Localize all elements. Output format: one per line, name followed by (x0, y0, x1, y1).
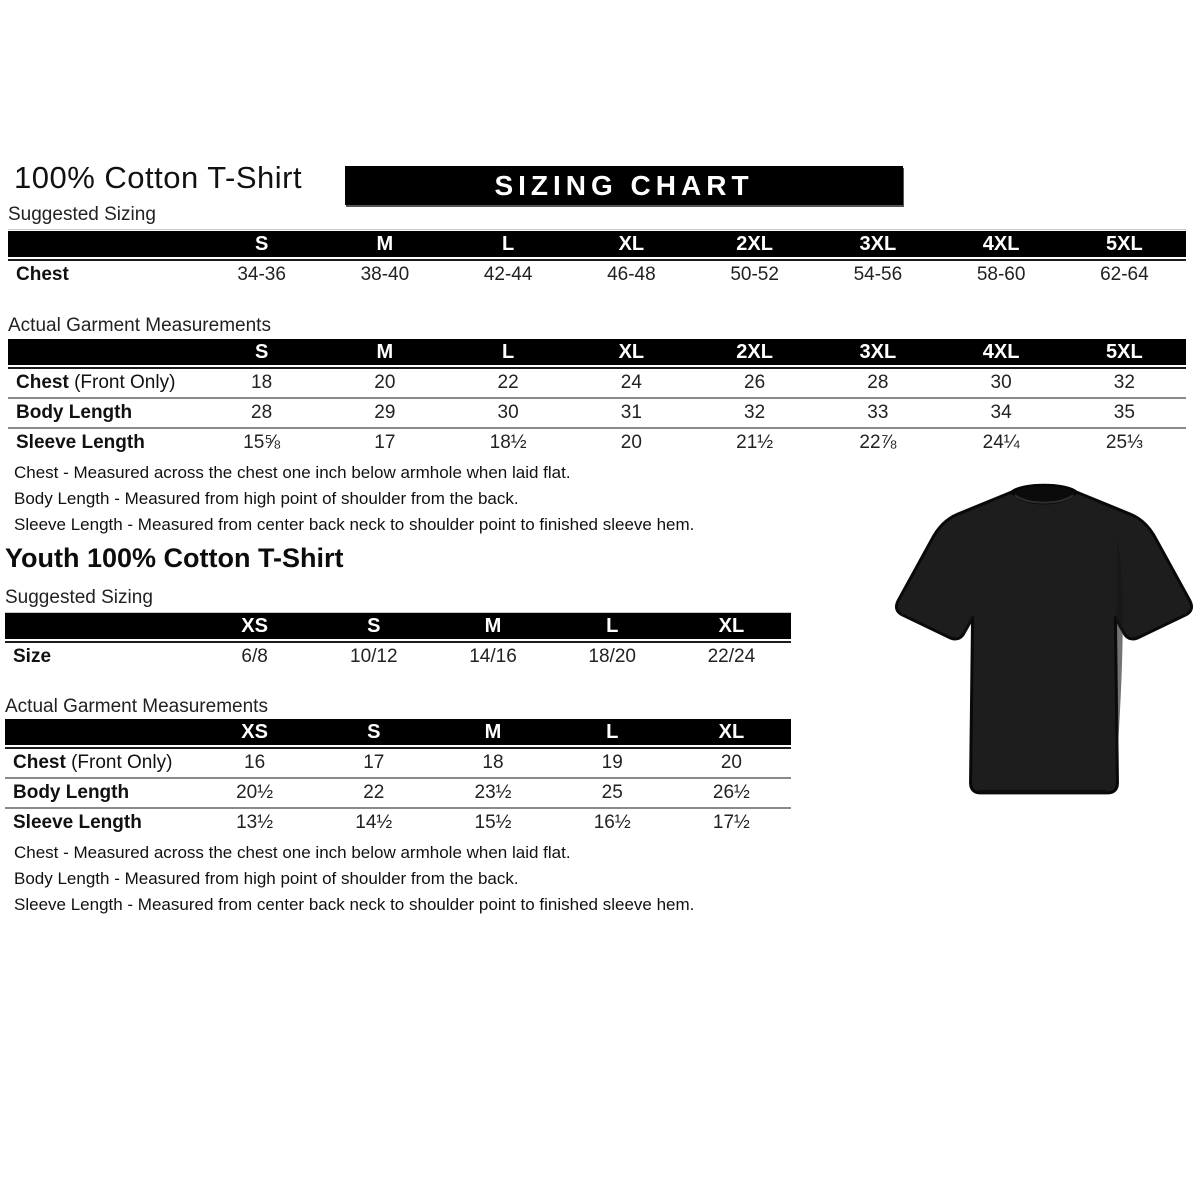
cell: 18 (482, 752, 504, 773)
col-header-5xl: 5XL (1106, 340, 1143, 363)
cell: 26½ (712, 782, 750, 803)
cell: 17 (363, 752, 385, 773)
cell: 38-40 (360, 264, 410, 285)
cell: 15⅝ (243, 432, 281, 453)
table-row-body-length (8, 397, 1186, 427)
page-title: 100% Cotton T-Shirt (14, 160, 303, 195)
cell: 6/8 (241, 646, 268, 667)
cell: 35 (1113, 402, 1135, 423)
table-row-body-length (5, 777, 791, 807)
col-header-s: S (367, 614, 381, 637)
cell: 58-60 (976, 264, 1026, 285)
youth-actual-measurements-label: Actual Garment Measurements (5, 696, 268, 717)
cell: 15½ (474, 812, 512, 833)
youth-suggested-sizing-label: Suggested Sizing (5, 587, 791, 613)
col-header-xl: XL (718, 614, 745, 637)
adult-suggested-header-row (8, 231, 1186, 257)
col-header-l: L (606, 614, 619, 637)
youth-actual-measurements-table (5, 719, 791, 837)
youth-suggested-header-row (5, 613, 791, 639)
cell: 18/20 (588, 646, 636, 667)
cell: 42-44 (483, 264, 533, 285)
cell: 34 (990, 402, 1012, 423)
col-header-3xl: 3XL (859, 340, 897, 363)
cell: 20 (620, 432, 642, 453)
cell: 54-56 (853, 264, 903, 285)
row-label: Sleeve Length (16, 432, 145, 453)
youth-section-title: Youth 100% Cotton T-Shirt (5, 543, 344, 573)
adult-measurement-notes (14, 460, 694, 538)
cell: 16½ (593, 812, 631, 833)
cell: 22 (363, 782, 385, 803)
sizing-chart-banner (345, 166, 903, 205)
cell: 46-48 (607, 264, 656, 285)
cell: 16 (244, 752, 266, 773)
cell: 29 (374, 402, 396, 423)
table-row-chest (8, 369, 1186, 397)
col-header-l: L (502, 232, 515, 255)
cell: 22 (497, 372, 519, 393)
col-header-4xl: 4XL (982, 340, 1020, 363)
cell: 50-52 (730, 264, 779, 285)
col-header-m: M (376, 340, 394, 363)
cell: 22/24 (707, 646, 756, 667)
cell: 34-36 (237, 264, 286, 285)
cell: 17½ (712, 812, 750, 833)
note-chest: Chest - Measured across the chest one inch below armhole when laid flat. (14, 843, 571, 862)
cell: 14½ (355, 812, 393, 833)
cell: 24 (620, 372, 642, 393)
cell: 26 (744, 372, 766, 393)
adult-suggested-sizing-table (8, 231, 1186, 289)
note-sleeve-length: Sleeve Length - Measured from center back neck to shoulder point to finished sleeve hem. (14, 515, 695, 534)
table-row-chest (5, 749, 791, 777)
cell: 20½ (236, 782, 274, 803)
col-header-xs: XS (241, 614, 268, 637)
table-row-sleeve-length (5, 807, 791, 837)
table-row-sleeve-length (8, 427, 1186, 457)
col-header-5xl: 5XL (1106, 232, 1143, 255)
col-header-xs: XS (241, 720, 268, 743)
note-body-length: Body Length - Measured from high point of shoulder from the back. (14, 489, 519, 508)
note-chest: Chest - Measured across the chest one inch below armhole when laid flat. (14, 463, 571, 482)
cell: 24¼ (982, 432, 1020, 453)
col-header-2xl: 2XL (736, 340, 773, 363)
cell: 32 (744, 402, 766, 423)
cell: 25⅓ (1105, 432, 1143, 453)
row-label: Chest (Front Only) (16, 372, 176, 393)
row-label: Chest (Front Only) (13, 752, 173, 773)
cell: 31 (620, 402, 642, 423)
table-row (8, 261, 1186, 289)
cell: 28 (867, 372, 889, 393)
col-header-xl: XL (618, 232, 645, 255)
col-header-xl: XL (718, 720, 745, 743)
col-header-s: S (254, 232, 269, 255)
row-label: Sleeve Length (13, 812, 142, 833)
col-header-l: L (606, 720, 619, 743)
row-label: Chest (16, 264, 69, 285)
col-header-2xl: 2XL (736, 232, 773, 255)
cell: 21½ (736, 432, 774, 453)
cell: 30 (497, 402, 519, 423)
youth-actual-header-row (5, 719, 791, 745)
cell: 22⅞ (859, 432, 897, 453)
row-label: Size (13, 646, 52, 667)
note-sleeve-length: Sleeve Length - Measured from center back neck to shoulder point to finished sleeve hem. (14, 895, 695, 914)
cell: 20 (720, 752, 742, 773)
col-header-l: L (502, 340, 515, 363)
cell: 19 (601, 752, 623, 773)
youth-suggested-sizing-table (5, 613, 791, 671)
cell: 30 (990, 372, 1012, 393)
col-header-m: M (484, 720, 502, 743)
cell: 18½ (489, 432, 527, 453)
cell: 13½ (236, 812, 274, 833)
adult-suggested-sizing-label: Suggested Sizing (8, 204, 1186, 230)
col-header-s: S (367, 720, 381, 743)
col-header-m: M (376, 232, 394, 255)
cell: 14/16 (469, 646, 517, 667)
col-header-m: M (484, 614, 502, 637)
cell: 28 (251, 402, 273, 423)
cell: 18 (251, 372, 273, 393)
adult-actual-measurements-label: Actual Garment Measurements (8, 315, 271, 336)
black-tshirt-image (893, 478, 1195, 810)
col-header-3xl: 3XL (859, 232, 897, 255)
table-row-size (5, 643, 791, 671)
sizing-chart-banner-label: SIZING CHART (494, 170, 754, 201)
row-label: Body Length (13, 782, 130, 803)
col-header-xl: XL (618, 340, 645, 363)
cell: 33 (867, 402, 889, 423)
cell: 23½ (474, 782, 512, 803)
col-header-4xl: 4XL (982, 232, 1020, 255)
adult-actual-measurements-table (8, 339, 1186, 457)
row-label: Body Length (16, 402, 133, 423)
note-body-length: Body Length - Measured from high point of shoulder from the back. (14, 869, 519, 888)
cell: 20 (374, 372, 396, 393)
adult-actual-header-row (8, 339, 1186, 365)
youth-measurement-notes (14, 840, 694, 918)
col-header-s: S (254, 340, 269, 363)
cell: 25 (601, 782, 623, 803)
cell: 17 (374, 432, 396, 453)
cell: 10/12 (350, 646, 398, 667)
cell: 32 (1113, 372, 1135, 393)
cell: 62-64 (1100, 264, 1149, 285)
